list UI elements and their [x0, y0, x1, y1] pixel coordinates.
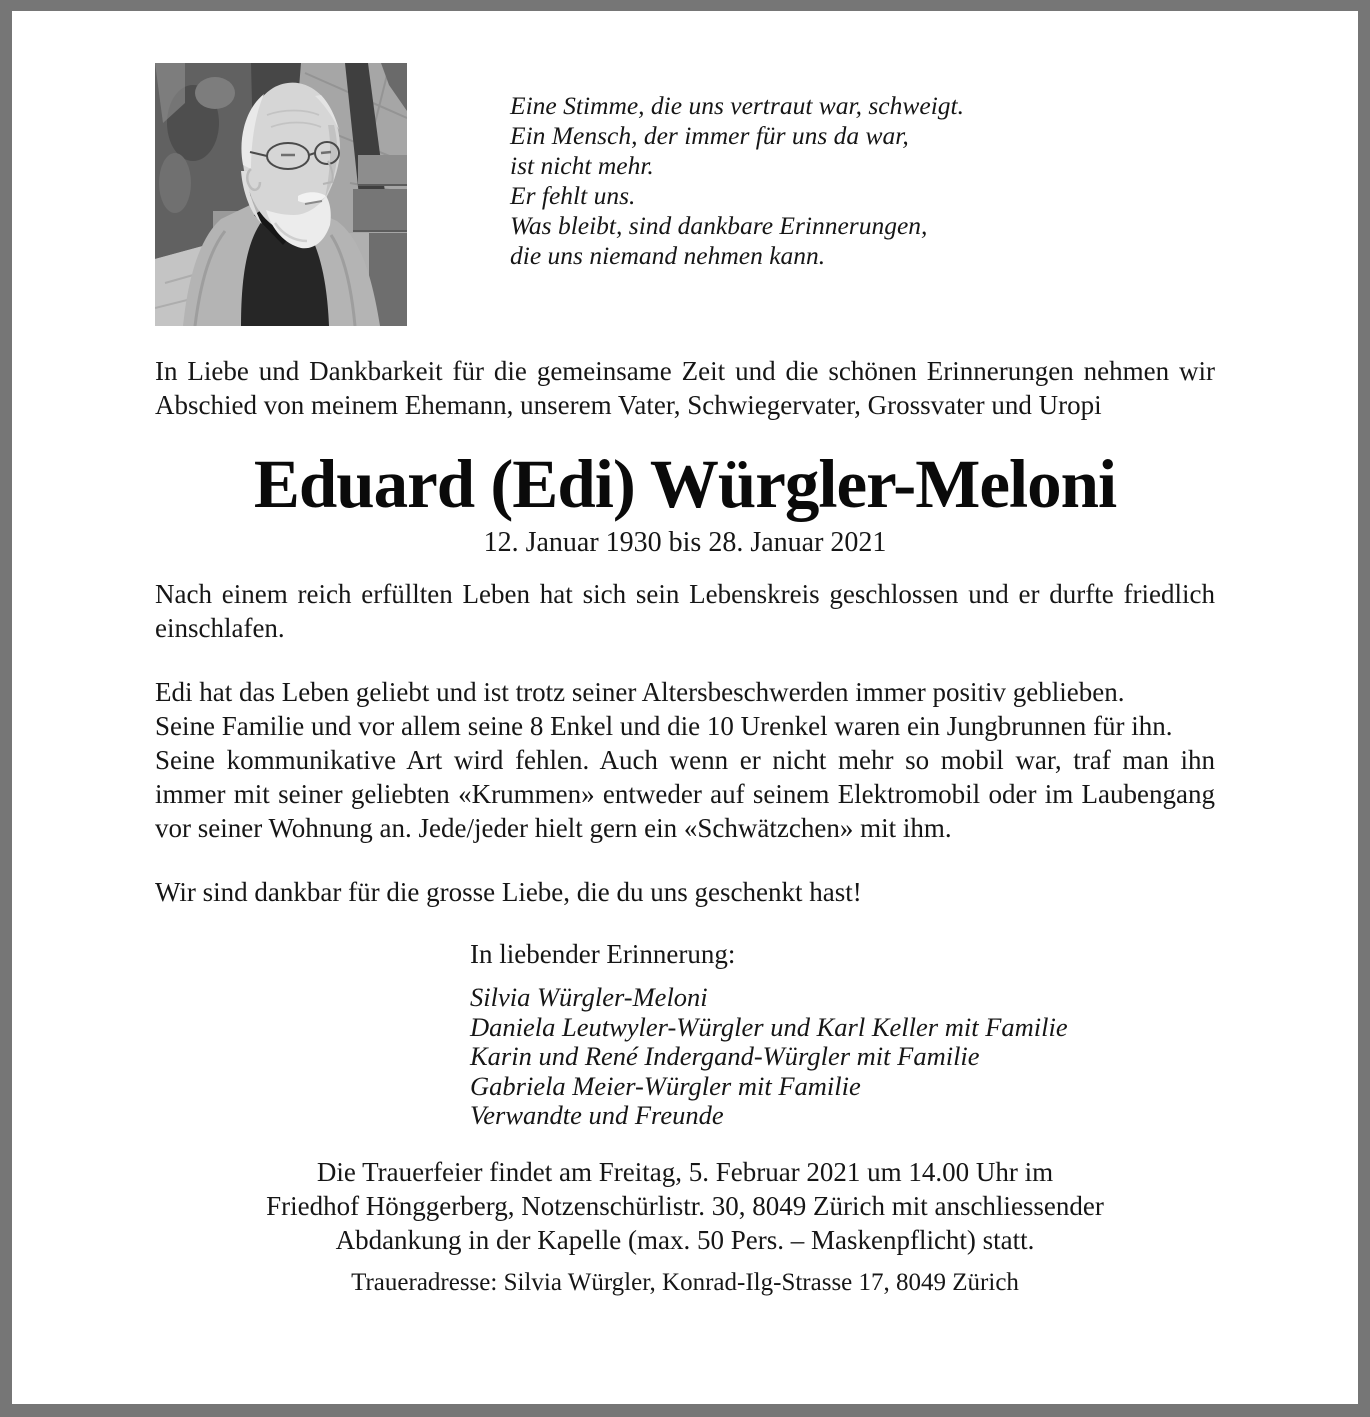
funeral-line: Friedhof Hönggerberg, Notzenschürlistr. 30, 8049 Zürich mit anschliessender [266, 1190, 1104, 1221]
intro-paragraph: In Liebe und Dankbarkeit für die gemeinsame Zeit und die schönen Erinnerungen nehmen wir Abschied von meinem Ehemann, unserem Vater, Schwiegervater, Grossvater und Uropi [155, 356, 1215, 420]
mourners-list [470, 983, 1215, 1131]
funeral-line: Abdankung in der Kapelle (max. 50 Pers. – Maskenpflicht) statt. [335, 1224, 1035, 1255]
poem-line: Eine Stimme, die uns vertraut war, schweigt. [510, 91, 964, 120]
poem-line: die uns niemand nehmen kann. [510, 241, 826, 270]
obituary-paragraph-2: Edi hat das Leben geliebt und ist trotz seiner Altersbeschwerden immer positiv geblieben. [155, 677, 1125, 708]
header-row [155, 63, 1215, 326]
gratitude-line: Wir sind dankbar für die grosse Liebe, die du uns geschenkt hast! [155, 877, 862, 908]
remembrance-block [470, 937, 1215, 1131]
portrait-photo-svg [155, 63, 407, 326]
portrait-photo [155, 63, 407, 326]
mourner-name: Verwandte und Freunde [470, 1100, 724, 1131]
mourner-name: Karin und René Indergand-Würgler mit Familie [470, 1041, 980, 1072]
life-dates: 12. Januar 1930 bis 28. Januar 2021 [483, 527, 887, 559]
poem-line: ist nicht mehr. [510, 151, 654, 180]
poem-line: Was bleibt, sind dankbare Erinnerungen, [510, 211, 928, 240]
mourner-name: Gabriela Meier-Würgler mit Familie [470, 1070, 861, 1101]
obituary-paragraph-1: Nach einem reich erfüllten Leben hat sich sein Lebenskreis geschlossen und er durfte friedlich einschlafen. [155, 579, 1215, 644]
funeral-line: Die Trauerfeier findet am Freitag, 5. Februar 2021 um 14.00 Uhr im [316, 1156, 1054, 1187]
deceased-name: Eduard (Edi) Würgler-Meloni [253, 446, 1117, 522]
poem-line: Er fehlt uns. [510, 181, 636, 210]
funeral-details [155, 1155, 1215, 1257]
obituary-content [12, 63, 1358, 1299]
remembrance-heading: In liebender Erinnerung: [470, 939, 736, 970]
obituary-paragraph-3: Seine Familie und vor allem seine 8 Enkel und die 10 Urenkel waren ein Jungbrunnen für ihn. [155, 711, 1173, 742]
mourning-address: Traueradresse: Silvia Würgler, Konrad-Ilg-Strasse 17, 8049 Zürich [351, 1268, 1019, 1296]
poem-line: Ein Mensch, der immer für uns da war, [510, 121, 909, 150]
memorial-poem [510, 91, 964, 271]
mourner-name: Silvia Würgler-Meloni [470, 982, 708, 1013]
obituary-paragraph-4: Seine kommunikative Art wird fehlen. Auch wenn er nicht mehr so mobil war, traf man ihn immer mit seiner geliebten «Krummen» entweder auf seinem Elektromobil oder im Laubengang vor seiner Wohnung an. Jede/jeder hielt gern ein «Schwätzchen» mit ihm. [155, 745, 1215, 844]
mourner-name: Daniela Leutwyler-Würgler und Karl Keller mit Familie [470, 1011, 1068, 1042]
